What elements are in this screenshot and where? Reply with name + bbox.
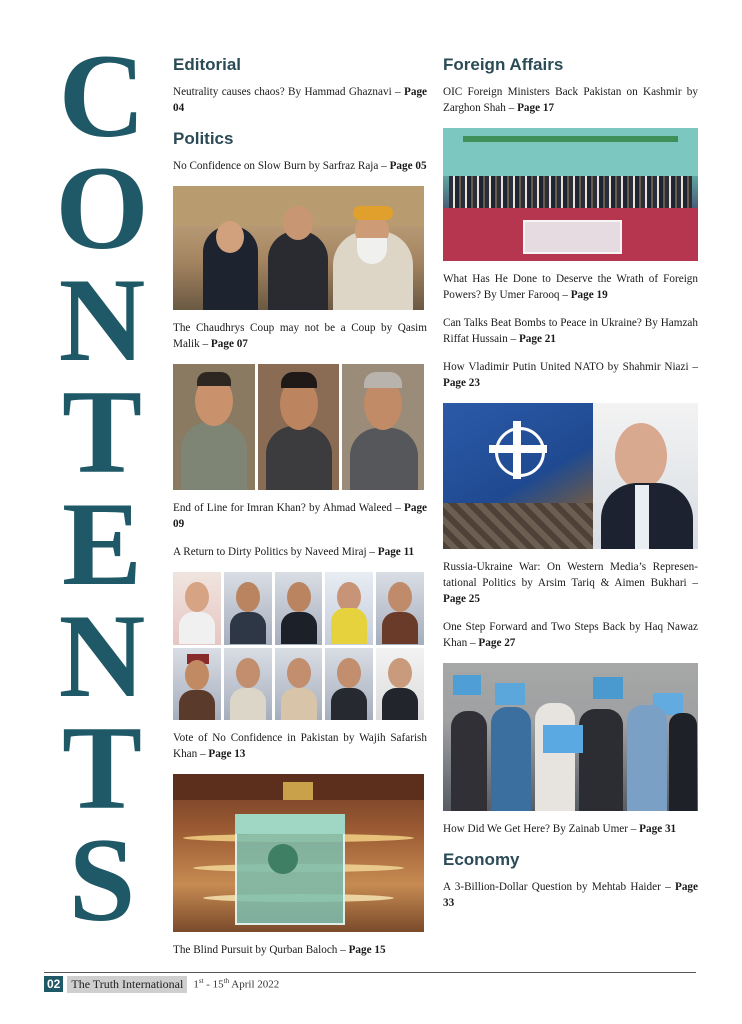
page-ref: Page 09 — [173, 502, 428, 530]
page-ref: Page 04 — [173, 86, 428, 114]
toc-entry[interactable]: The Chaudhrys Coup may not be a Coup by Qasim Malik – Page 07 — [173, 322, 427, 350]
portrait — [342, 364, 424, 490]
page-ref: Page 21 — [518, 333, 556, 345]
section-heading-editorial: Editorial — [173, 55, 242, 74]
portrait — [376, 572, 424, 645]
toc-entry[interactable]: Russia-Ukraine War: On Western Media’s Represen-tational Politics by Arsim Tariq & Aimen Bukhari – Page 25 — [443, 561, 698, 605]
photo-oic-group — [443, 128, 698, 261]
toc-entry[interactable]: A Return to Dirty Politics by Naveed Miraj – Page 11 — [173, 546, 415, 558]
portrait — [173, 572, 221, 645]
title-letter: N — [58, 589, 146, 722]
title-letter: C — [58, 29, 146, 162]
section-heading-politics: Politics — [173, 129, 234, 148]
photo-three-portraits — [173, 364, 424, 490]
page-ref: Page 05 — [389, 160, 427, 172]
title-letter: E — [61, 477, 143, 610]
page-ref: Page 27 — [478, 637, 516, 649]
page-ref: Page 31 — [639, 823, 677, 835]
portrait — [275, 572, 323, 645]
page-ref: Page 13 — [208, 748, 246, 760]
page-ref: Page 25 — [443, 593, 480, 605]
section-heading-economy: Economy — [443, 850, 520, 869]
page-ref: Page 11 — [377, 546, 415, 558]
toc-entry[interactable]: Vote of No Confidence in Pakistan by Wajih Safarish Khan – Page 13 — [173, 732, 427, 760]
photo-assembly-ballot-box — [173, 774, 424, 932]
toc-entry[interactable]: The Blind Pursuit by Qurban Baloch – Page 15 — [173, 944, 386, 956]
contents-title — [38, 29, 166, 946]
toc-entry[interactable]: End of Line for Imran Khan? by Ahmad Waleed – Page 09 — [173, 502, 428, 530]
magazine-name: The Truth International — [67, 976, 187, 993]
portrait — [325, 648, 373, 721]
page-ref: Page 19 — [570, 289, 608, 301]
portrait — [376, 648, 424, 721]
title-letter: O — [55, 141, 149, 274]
toc-entry[interactable]: Neutrality causes chaos? By Hammad Ghaznavi – Page 04 — [173, 86, 428, 114]
title-letter: S — [68, 813, 136, 946]
page-ref: Page 15 — [348, 944, 386, 956]
toc-entry[interactable]: How Vladimir Putin United NATO by Shahmir Niazi – Page 23 — [443, 361, 698, 389]
section-heading-foreign-affairs: Foreign Affairs — [443, 55, 564, 74]
title-letter: T — [61, 365, 143, 498]
toc-entry[interactable]: Can Talks Beat Bombs to Peace in Ukraine? By Hamzah Riffat Hussain – Page 21 — [443, 317, 698, 345]
photo-women-protest — [443, 663, 698, 811]
portrait — [224, 572, 272, 645]
toc-entry[interactable]: No Confidence on Slow Burn by Sarfraz Raja – Page 05 — [173, 160, 427, 172]
title-letter: T — [61, 701, 143, 834]
portrait — [173, 364, 255, 490]
portrait — [258, 364, 340, 490]
photo-politicians-raising-hands — [173, 186, 424, 310]
right-column — [443, 54, 698, 923]
portrait — [325, 572, 373, 645]
toc-entry[interactable]: What Has He Done to Deserve the Wrath of Foreign Powers? By Umer Farooq – Page 19 — [443, 273, 698, 301]
toc-entry[interactable]: How Did We Get Here? By Zainab Umer – Page 31 — [443, 823, 677, 835]
toc-entry[interactable]: A 3-Billion-Dollar Question by Mehtab Haider – Page 33 — [443, 881, 698, 909]
issue-date: 1st - 15th April 2022 — [193, 977, 280, 991]
photo-grid-politicians — [173, 572, 424, 720]
page-ref: Page 17 — [517, 102, 555, 114]
page-footer — [44, 972, 696, 995]
portrait — [275, 648, 323, 721]
page-number: 02 — [44, 976, 63, 992]
page-ref: Page 33 — [443, 881, 698, 909]
portrait — [173, 648, 221, 721]
toc-entry[interactable]: OIC Foreign Ministers Back Pakistan on Kashmir by Zarghon Shah – Page 17 — [443, 86, 698, 114]
left-column — [173, 54, 427, 970]
page-ref: Page 23 — [443, 377, 480, 389]
portrait — [224, 648, 272, 721]
title-letter: N — [58, 253, 146, 386]
page-ref: Page 07 — [210, 338, 248, 350]
photo-nato-putin — [443, 403, 698, 549]
toc-entry[interactable]: One Step Forward and Two Steps Back by Haq Nawaz Khan – Page 27 — [443, 621, 698, 649]
